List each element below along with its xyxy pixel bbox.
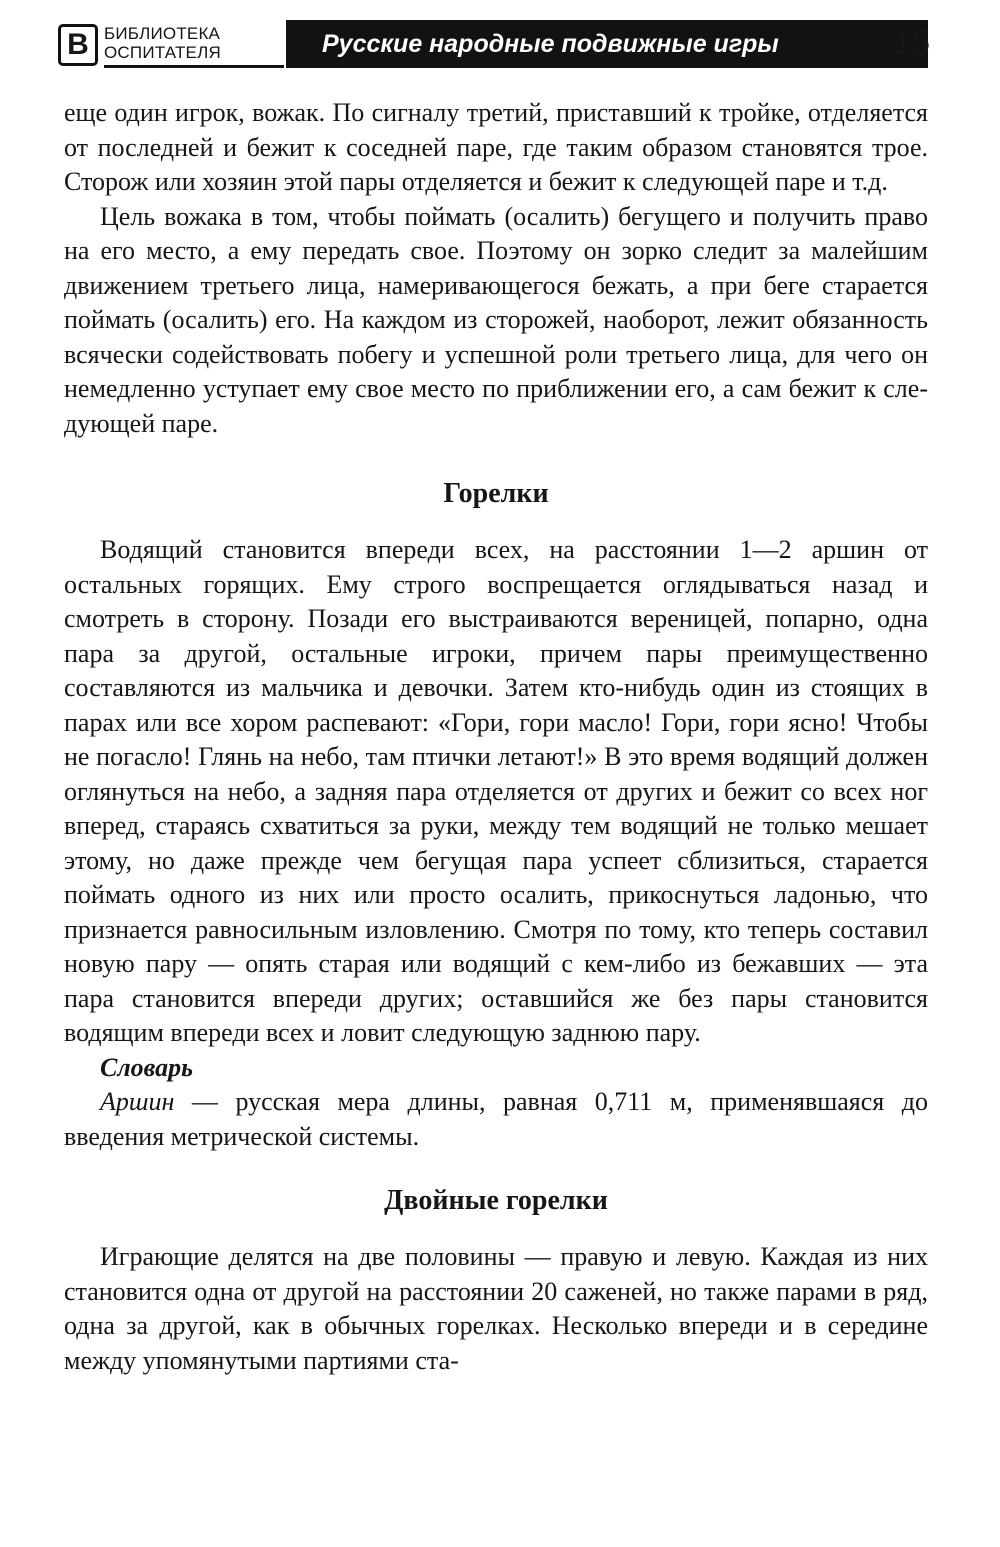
section-heading-double-gorelki: Двойные горелки	[384, 1185, 608, 1216]
paragraph-leader-goal: Цель вожака в том, чтобы поймать (осалить) бегущего и получить право на его место, а ему передать свое. Поэтому он зорко следит за малейшим движением третьего лица, намеривающегося бежать, а при беге старается поймать (осалить) его. На каждом из сторожей, наоборот, лежит обязанность всячески содействовать побегу и успешной роли третьего лица, для чего он немедленно уступает ему свое место по приближении его, а сам бежит к следующей паре.	[64, 201, 928, 438]
page-header	[58, 20, 930, 72]
paragraph-double-gorelki: Играющие делятся на две половины — правую и левую. Каждая из них становится одна от другой на расстоянии 20 саженей, но также парами в ряд, одна за другой, как в обычных горелках. Несколько впереди и в середине между упомянутыми партиями ста-	[64, 1242, 928, 1375]
running-title-bar	[286, 20, 928, 68]
page-body	[64, 96, 928, 1378]
logo-letter: В	[67, 28, 89, 61]
running-title: Русские народные подвижные игры	[322, 29, 779, 58]
library-logo-icon	[58, 24, 98, 66]
vocabulary-definition: — русская мера длины, равная 0,711 м, применявшаяся до введения метрической системы.	[64, 1087, 928, 1151]
series-name	[104, 24, 284, 62]
paragraph-gorelki-rules: Водящий становится впереди всех, на расстоянии 1—2 аршин от остальных горящих. Ему строго воспрещается оглядываться назад и смотреть в сторону. Позади его выстраиваются вереницей, попарно, одна пара за другой, остальные игроки, причем пары преимущественно составляются из мальчика и девочки. Затем кто-нибудь один из стоящих в парах или все хором распевают: «Гори, гори масло! Гори, гори ясно! Чтобы не погасло! Глянь на небо, там птички летают!» В это время водящий должен оглянуться на небо, а задняя пара отделяется от других и бежит со всех ног вперед, стараясь схватиться за руки, между тем водящий не только мешает этому, но даже прежде чем бегущая пара успеет сблизиться, старается поймать одного из них или просто осалить, прикоснуться ладонью, что признается равносильным изловлению. Смотря по тому, кто теперь составил новую пару — опять старая или водящий с кем-либо из бежавших — эта пара становится впереди других; оставшийся же без пары становится водящим впереди всех и ловит следующую заднюю пару.	[64, 535, 928, 1047]
series-name-line1: БИБЛИОТЕКА	[104, 24, 221, 43]
section-heading-gorelki: Горелки	[443, 478, 549, 509]
vocabulary-entry	[64, 1085, 928, 1154]
series-name-line2: ОСПИТАТЕЛЯ	[104, 43, 221, 62]
vocabulary-heading: Словарь	[100, 1052, 194, 1082]
paragraph-continued: еще один игрок, вожак. По сигналу третий, приставший к тройке, отделяется от последней и бежит к соседней паре, где таким образом становятся трое. Сторож или хозяин этой пары отделяется и бежит к следующей паре и т.д.	[64, 98, 928, 196]
series-underline	[104, 65, 284, 68]
page-number: 15	[893, 23, 930, 60]
vocabulary-term: Аршин	[100, 1087, 175, 1116]
